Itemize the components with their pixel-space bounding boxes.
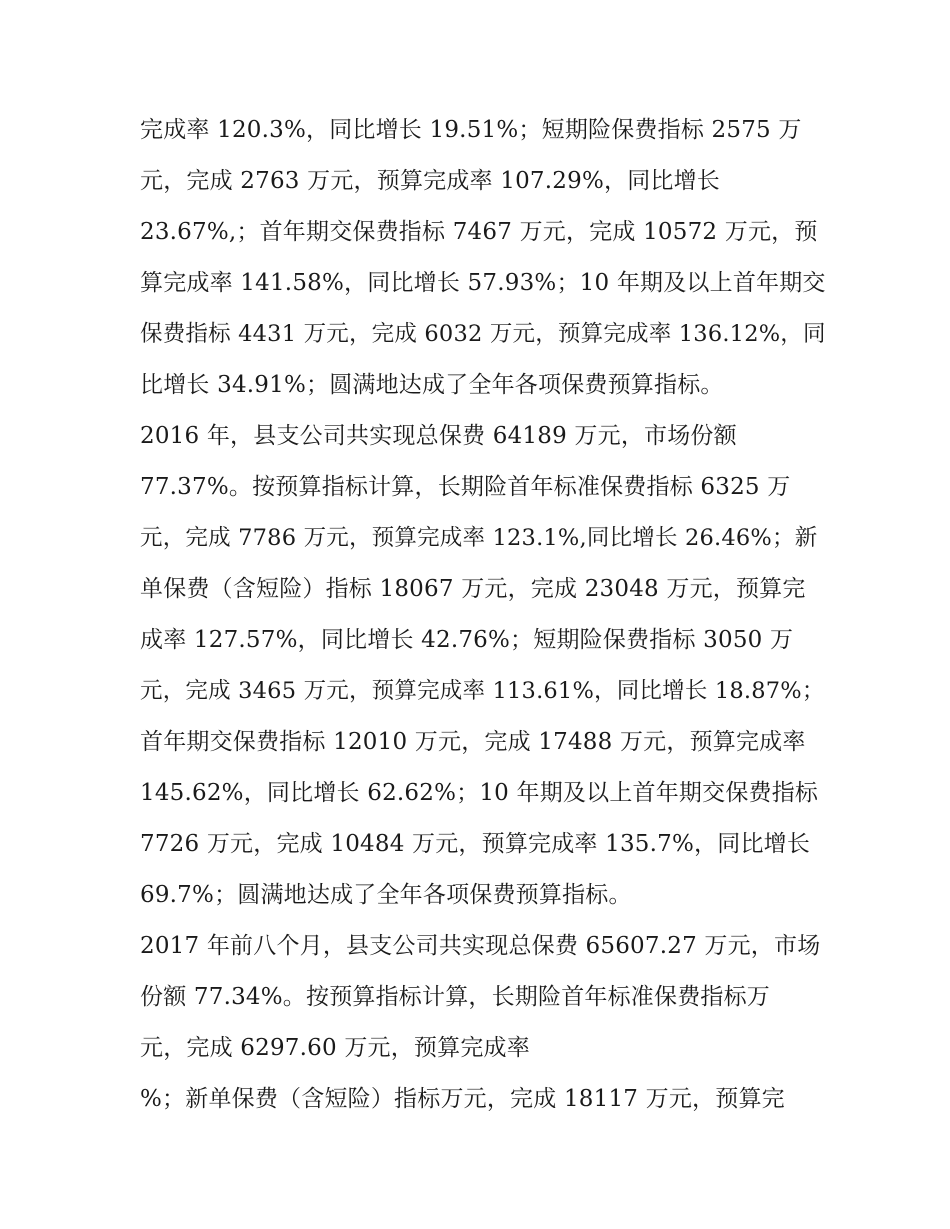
text-line: 保费指标 4431 万元，完成 6032 万元，预算完成率 136.12%，同 xyxy=(140,321,826,347)
text-line: 2016 年，县支公司共实现总保费 64189 万元，市场份额 xyxy=(140,423,737,449)
text-line: 69.7%；圆满地达成了全年各项保费预算指标。 xyxy=(140,882,632,908)
text-line: 元，完成 6297.60 万元，预算完成率 xyxy=(140,1035,530,1061)
text-line: 元，完成 7786 万元，预算完成率 123.1%,同比增长 26.46%；新 xyxy=(140,525,818,551)
text-line: %；新单保费（含短险）指标万元，完成 18117 万元，预算完 xyxy=(140,1086,785,1112)
text-line: 首年期交保费指标 12010 万元，完成 17488 万元，预算完成率 xyxy=(140,729,806,755)
text-line: 份额 77.34%。按预算指标计算，长期险首年标准保费指标万 xyxy=(140,984,771,1010)
text-line: 比增长 34.91%；圆满地达成了全年各项保费预算指标。 xyxy=(140,372,724,398)
text-line: 元，完成 2763 万元，预算完成率 107.29%，同比增长 xyxy=(140,168,720,194)
document-body xyxy=(140,105,830,1125)
text-line: 单保费（含短险）指标 18067 万元，完成 23048 万元，预算完 xyxy=(140,576,806,602)
text-line: 完成率 120.3%，同比增长 19.51%；短期险保费指标 2575 万 xyxy=(140,117,802,143)
text-line: 145.62%，同比增长 62.62%；10 年期及以上首年期交保费指标 xyxy=(140,780,819,806)
text-line: 成率 127.57%，同比增长 42.76%；短期险保费指标 3050 万 xyxy=(140,627,794,653)
text-line: 元，完成 3465 万元，预算完成率 113.61%，同比增长 18.87%； xyxy=(140,678,825,704)
text-line: 23.67%,；首年期交保费指标 7467 万元，完成 10572 万元，预 xyxy=(140,219,818,245)
text-line: 算完成率 141.58%，同比增长 57.93%；10 年期及以上首年期交 xyxy=(140,270,826,296)
text-line: 2017 年前八个月，县支公司共实现总保费 65607.27 万元，市场 xyxy=(140,933,821,959)
text-line: 7726 万元，完成 10484 万元，预算完成率 135.7%，同比增长 xyxy=(140,831,811,857)
text-line: 77.37%。按预算指标计算，长期险首年标准保费指标 6325 万 xyxy=(140,474,791,500)
